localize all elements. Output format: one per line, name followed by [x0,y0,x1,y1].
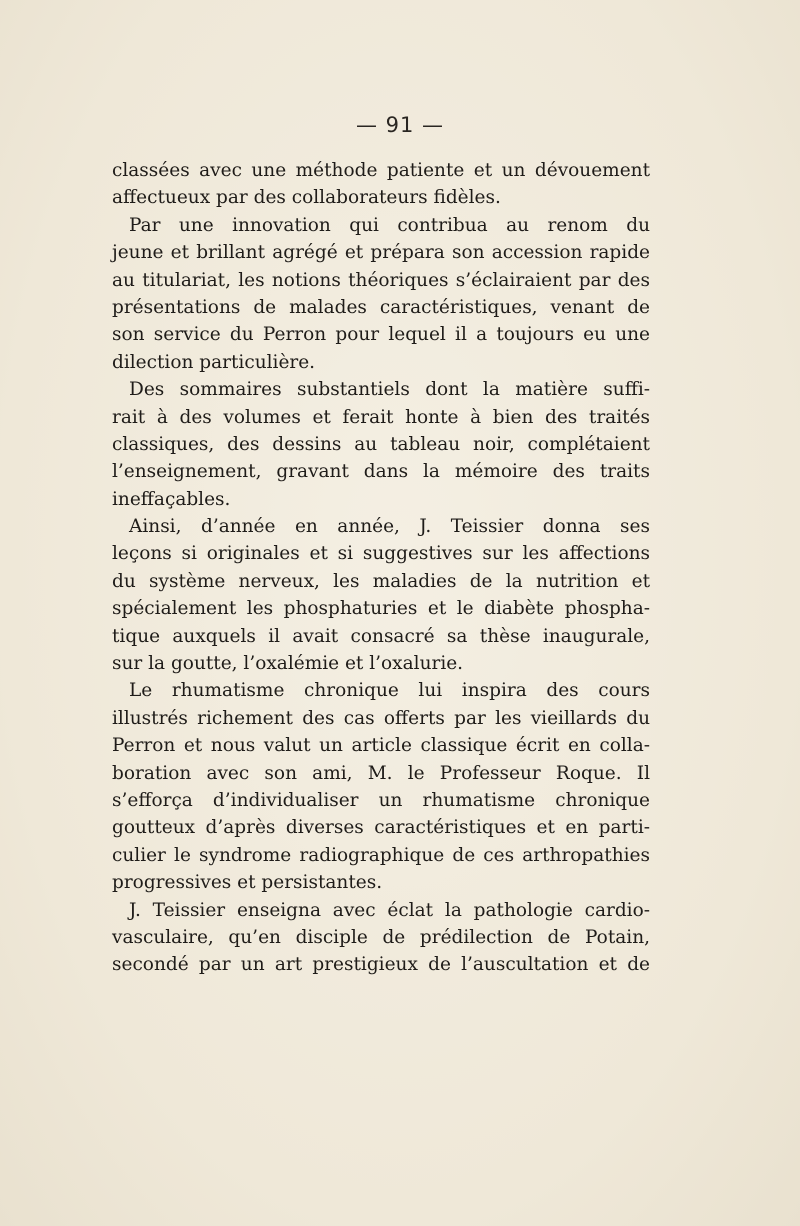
text-line: classées avec une méthode patiente et un dévouement [112,160,650,181]
text-line: son service du Perron pour lequel il a toujours eu une [112,324,650,346]
text-line: Par une innovation qui contribua au renom du [129,214,650,236]
page-number: — 91 — [355,113,445,137]
text-line: jeune et brillant agrégé et prépara son accession rapide [112,242,650,264]
text-line: Ainsi, d’année en année, J. Teissier donna ses [129,516,650,538]
body-text [112,157,650,979]
text-line: sur la goutte, l’oxalémie et l’oxalurie. [112,653,464,675]
text-line: ineffaçables. [112,488,231,510]
text-line: culier le syndrome radiographique de ces arthropathies [112,844,650,866]
text-line: affectueux par des collaborateurs fidèles. [112,187,501,209]
text-line: progressives et persistantes. [112,872,383,894]
text-line: illustrés richement des cas offerts par les vieillards du [112,707,650,729]
text-line: s’efforça d’individualiser un rhumatisme chronique [112,789,650,811]
text-line: vasculaire, qu’en disciple de prédilection de Potain, [112,926,650,948]
text-line: Le rhumatisme chronique lui inspira des cours [129,680,650,702]
text-line: secondé par un art prestigieux de l’auscultation et de [112,954,650,976]
text-line: Perron et nous valut un article classique écrit en colla- [112,735,650,757]
text-line: leçons si originales et si suggestives sur les affections [112,543,650,565]
text-line: au titulariat, les notions théoriques s’éclairaient par des [112,269,650,291]
text-line: boration avec son ami, M. le Professeur Roque. Il [112,762,650,784]
text-line: du système nerveux, les maladies de la nutrition et [112,570,650,592]
text-line: présentations de malades caractéristiques, venant de [112,296,650,318]
text-line: Des sommaires substantiels dont la matière suffi- [129,379,650,401]
text-line: classiques, des dessins au tableau noir, complétaient [112,433,650,455]
text-line: spécialement les phosphaturies et le diabète phospha- [112,598,650,620]
text-line: J. Teissier enseigna avec éclat la pathologie cardio- [129,899,650,921]
text-line: l’enseignement, gravant dans la mémoire des traits [112,461,650,483]
text-line: rait à des volumes et ferait honte à bien des traités [112,406,650,428]
text-line: tique auxquels il avait consacré sa thèse inaugurale, [112,625,650,647]
text-line: dilection particulière. [112,351,316,373]
text-line: goutteux d’après diverses caractéristiques et en parti- [112,817,650,839]
